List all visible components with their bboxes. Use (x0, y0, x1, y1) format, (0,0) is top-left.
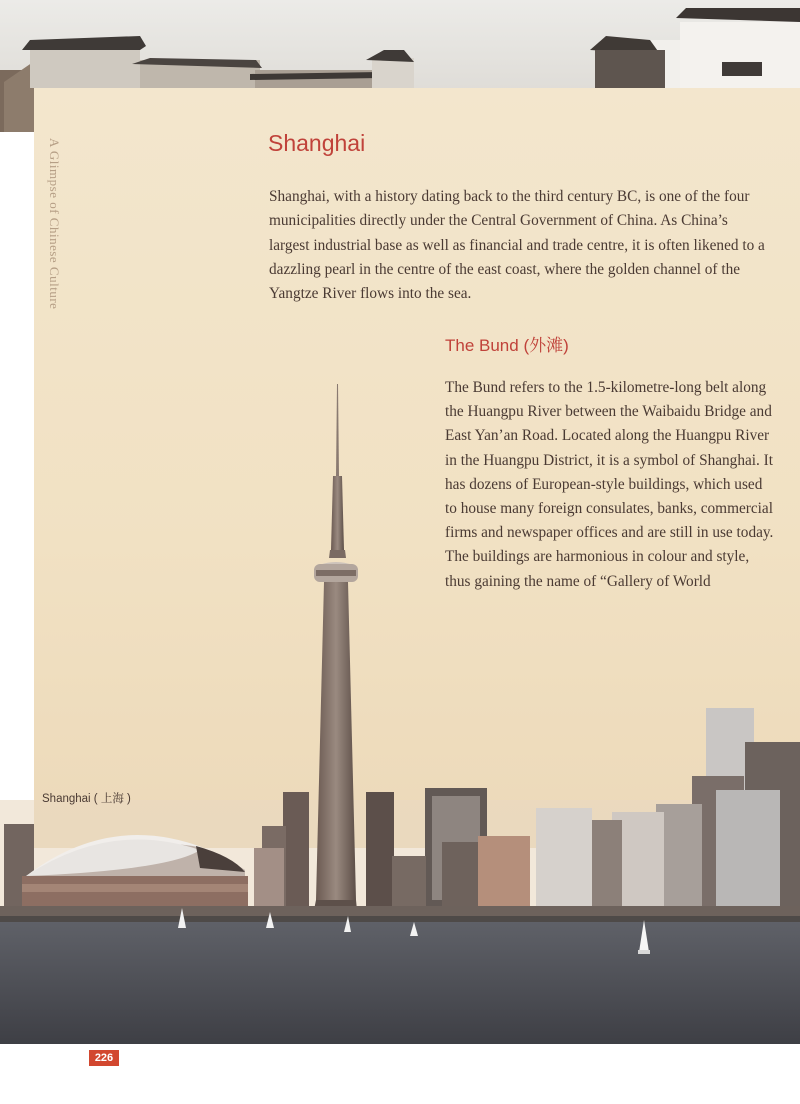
page-number-badge: 226 (89, 1050, 119, 1066)
photo-caption: Shanghai ( 上海 ) (42, 793, 131, 805)
subsection-title: The Bund (外滩) (445, 336, 569, 355)
subsection-body: The Bund refers to the 1.5-kilometre-long belt along the Huangpu River between the Waibaidu Bridge and East Yan’an Road. Located along the Huangpu River in the Huangpu District, it is a symbol of Shanghai. It has dozens of European-style buildings, which used to house many foreign consulates, banks, commercial firms and newspaper offices and are still in use today. The buildings are harmonious in colour and style, thus gaining the name of “Gallery of World (445, 379, 774, 590)
book-side-title: A Glimpse of Chinese Culture (47, 138, 62, 310)
intro-paragraph: Shanghai, with a history dating back to the third century BC, is one of the four municipalities directly under the Central Government of China. As China’s largest industrial base as well as financial and trade centre, it is often likened to a dazzling pearl in the centre of the east coast, where the golden channel of the Yangtze River flows into the sea. (269, 188, 765, 303)
section-title: Shanghai (268, 130, 366, 156)
